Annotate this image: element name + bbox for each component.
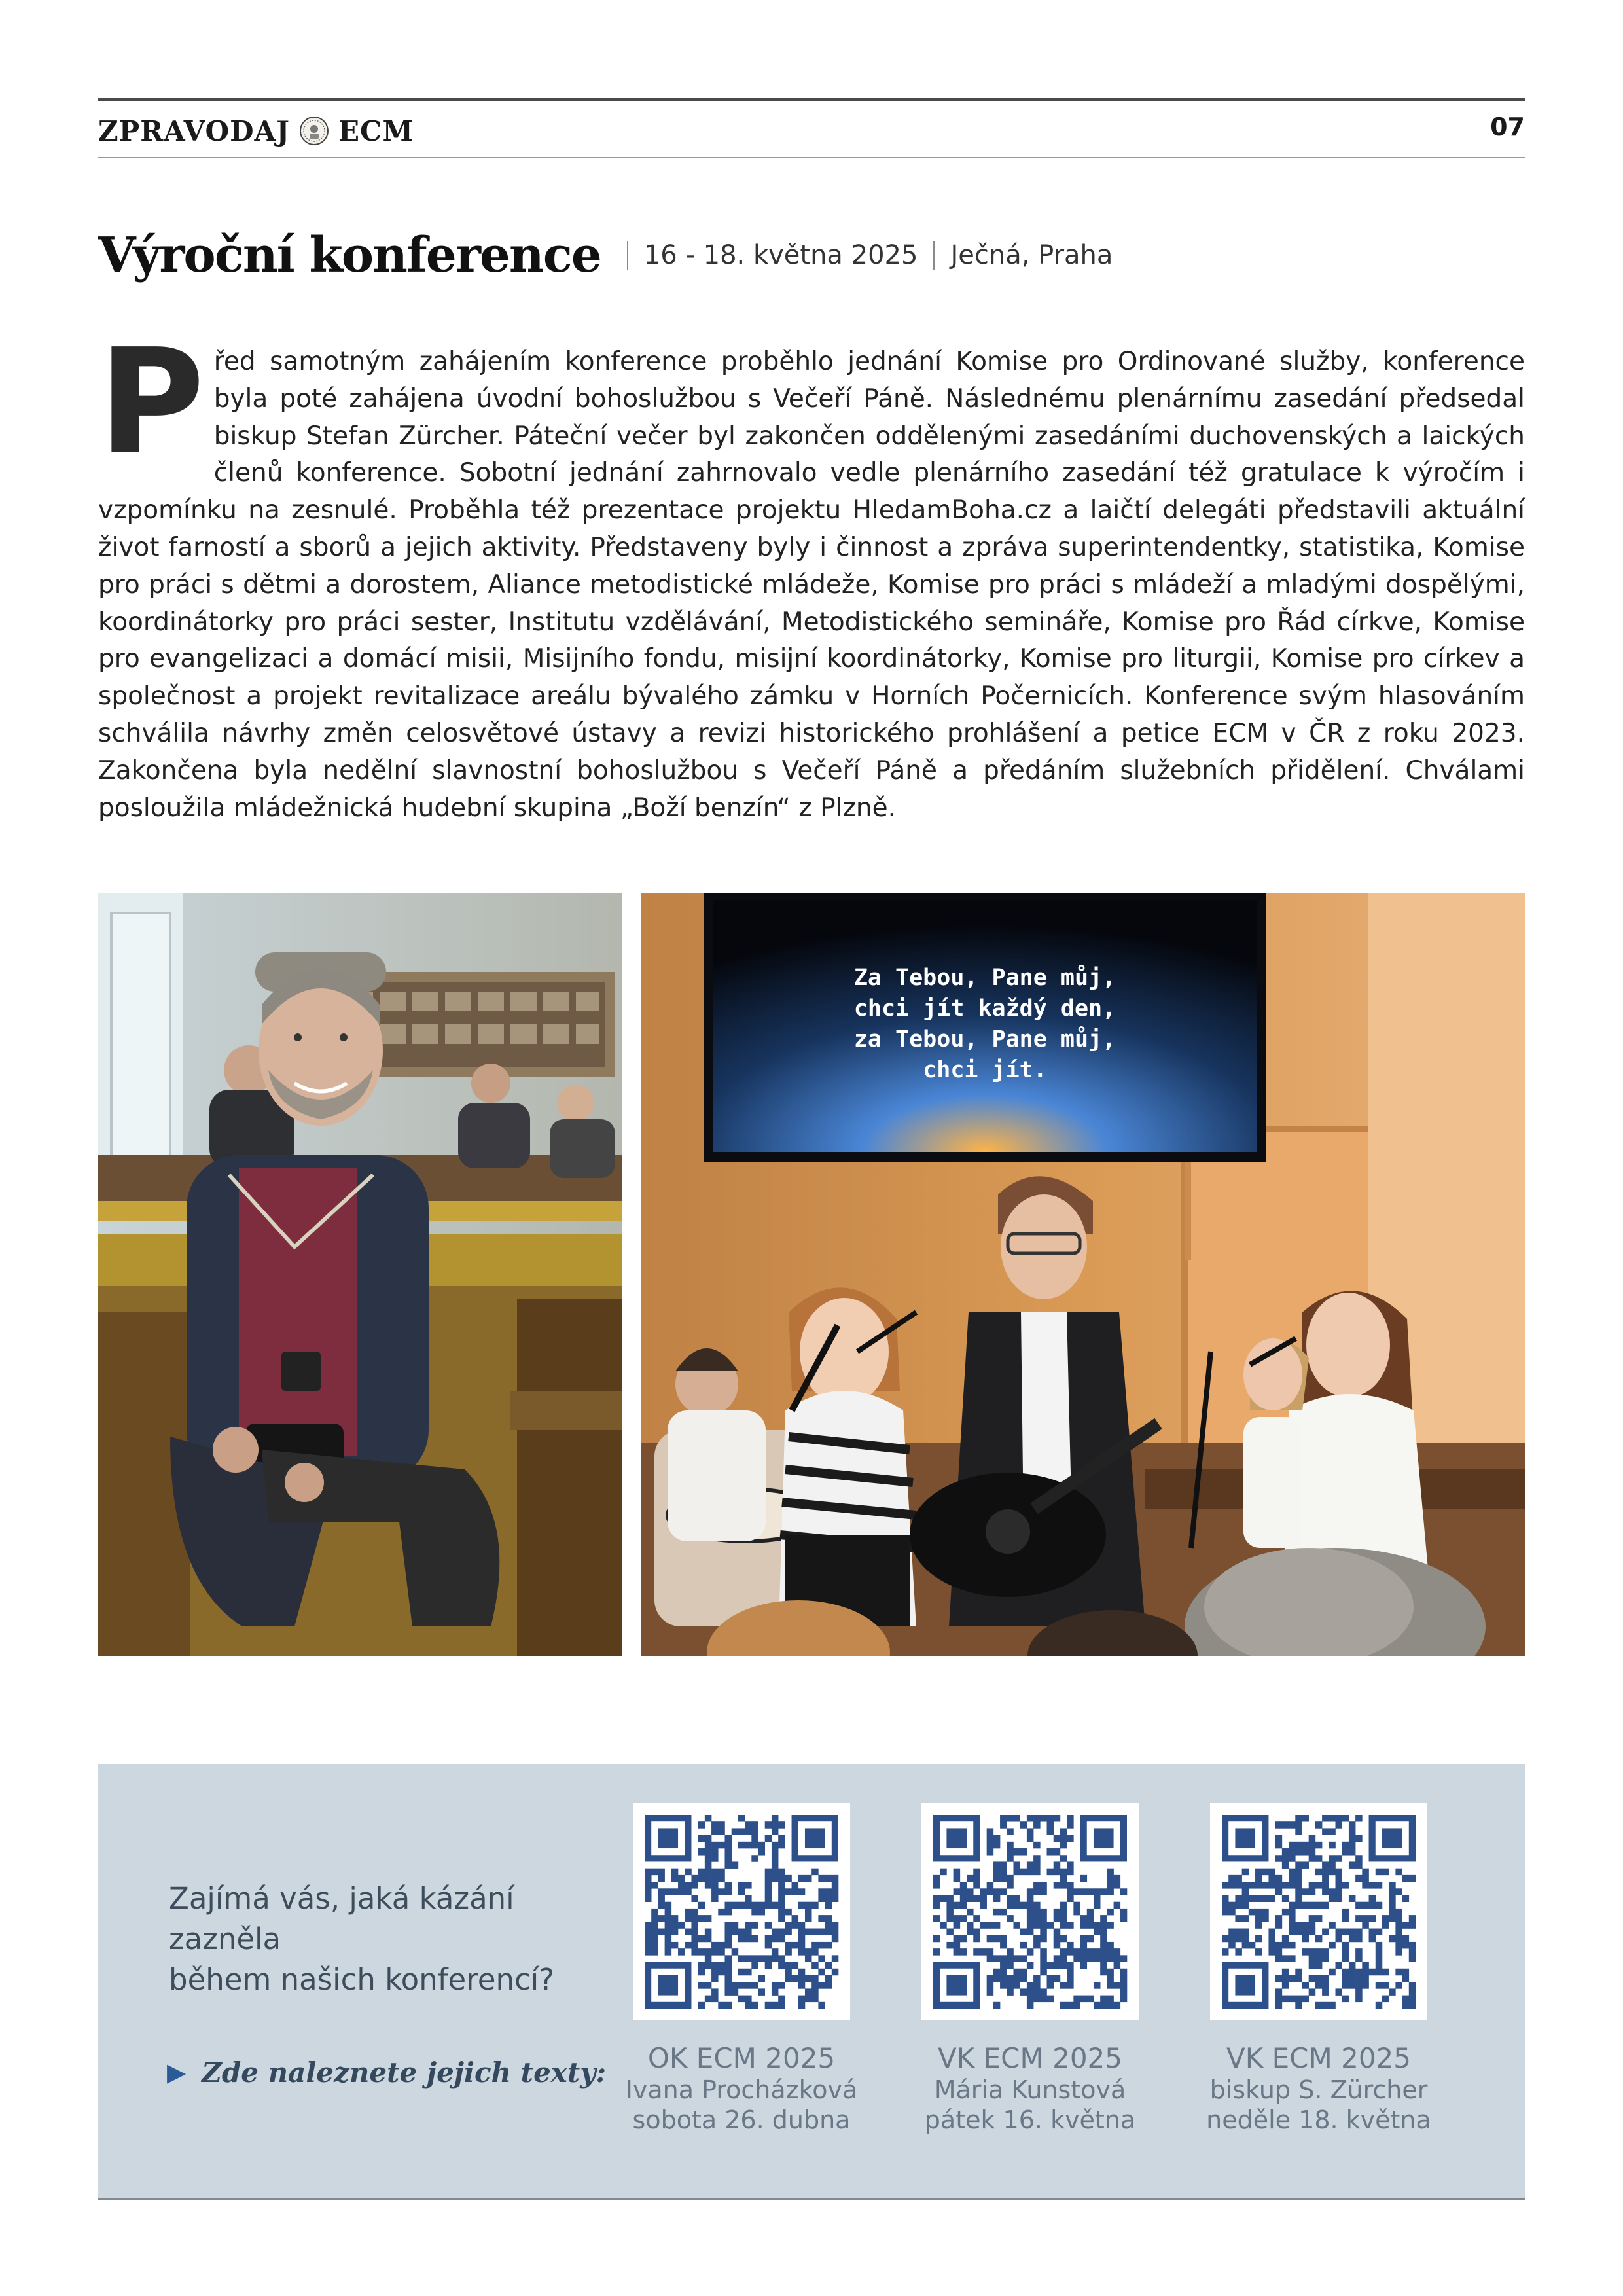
qr-code-icon [1210,1803,1427,2020]
qr-code-ok-ecm[interactable] [633,1803,850,2020]
article-place: Ječná, Praha [950,240,1113,270]
photo-worship-band [641,893,1525,1656]
screen-lyric-line-1: Za Tebou, Pane můj, [853,965,1116,991]
screen-lyric-line-2: chci jít každý den, [853,996,1116,1022]
header-bottom-rule [98,157,1525,158]
screen-lyric-line-4: chci jít. [923,1057,1047,1083]
sermons-link[interactable] [167,2056,606,2089]
article-title: Výroční konference [98,227,601,283]
qr-caption-2 [878,2042,1183,2135]
qr-speaker: Ivana Procházková [625,2075,858,2104]
drop-cap: P [98,318,205,487]
sermons-link-text[interactable]: Zde naleznete jejich texty: [202,2056,607,2089]
qr-title: VK ECM 2025 [1226,2042,1411,2074]
qr-code-vk-ecm-kunstova[interactable] [921,1803,1139,2020]
meta-separator [933,241,935,270]
qr-speaker: biskup S. Zürcher [1209,2075,1428,2104]
brand-logo [98,111,414,151]
seal-emblem-icon [299,116,329,146]
question-line-1: Zajímá vás, jaká kázání zazněla [169,1881,514,1956]
article-body [98,318,1525,827]
photo-smiling-delegate [98,893,622,1656]
qr-caption-3 [1166,2042,1471,2135]
triangle-right-icon: ▶ [167,2059,187,2087]
qr-speaker: Mária Kunstová [934,2075,1126,2104]
title-separator [627,241,628,270]
brand-left-text: ZPRAVODAJ [98,115,290,147]
qr-code-vk-ecm-zurcher[interactable] [1210,1803,1427,2020]
qr-code-icon [921,1803,1139,2020]
panel-bottom-rule [98,2198,1525,2200]
sermons-question [169,1878,588,2000]
qr-title: VK ECM 2025 [938,2042,1122,2074]
article-body-text: řed samotným zahájením konference proběhlo jednání Komise pro Ordinované služby, konference byla poté zahájena úvodní bohoslužbou s Večeří Páně. Následnému plenárnímu zasedání předsedal biskup Stefan Zürcher. Páteční večer byl zakončen oddělenými zasedáními duchovenských a laických členů konference. Sobotní jednání zahrnovalo vedle plenárního zasedání též gratulace k výročím i vzpomínku na zesnulé. Proběhla též prezentace projektu HledamBoha.cz a laičtí delegáti představili aktuální život farností a sborů a jejich aktivity. Představeny byly i činnost a zpráva superintendentky, statistika, Komise pro práci s dětmi a dorostem, Aliance metodistické mládeže, Komise pro práci s mládeží a mladými dospělými, koordinátorky pro práci sester, Institutu vzdělávání, Metodistického semináře, Komise pro Řád církve, Komise pro evangelizaci a domácí misii, Misijního fondu, misijní koordinátorky, Komise pro liturgii, Komise pro církev a společnost a projekt revitalizace areálu bývalého zámku v Horních Počernicích. Konference svým hlasováním schválila návrhy změn celosvětové ústavy a revizi historického prohlášení a petice ECM v ČR z roku 2023. Zakončena byla nedělní slavnostní bohoslužbou s Večeří Páně a předáním služebních přidělení. Chválami posloužila mládežnická hudební skupina „Boží benzín“ z Plzně. [98,347,1525,823]
screen-lyric-line-3: za Tebou, Pane můj, [853,1026,1116,1052]
qr-caption-1 [589,2042,894,2135]
qr-title: OK ECM 2025 [647,2042,836,2074]
header-top-rule [98,98,1525,101]
question-line-2: během našich konferencí? [169,1962,555,1997]
qr-date: neděle 18. května [1206,2106,1431,2134]
article-heading [98,223,1113,288]
brand-right-text: ECM [338,115,414,147]
qr-date: pátek 16. května [924,2106,1136,2134]
qr-date: sobota 26. dubna [632,2106,851,2134]
page-number: 07 [1490,113,1525,141]
article-dates: 16 - 18. května 2025 [643,240,918,270]
qr-code-icon [633,1803,850,2020]
